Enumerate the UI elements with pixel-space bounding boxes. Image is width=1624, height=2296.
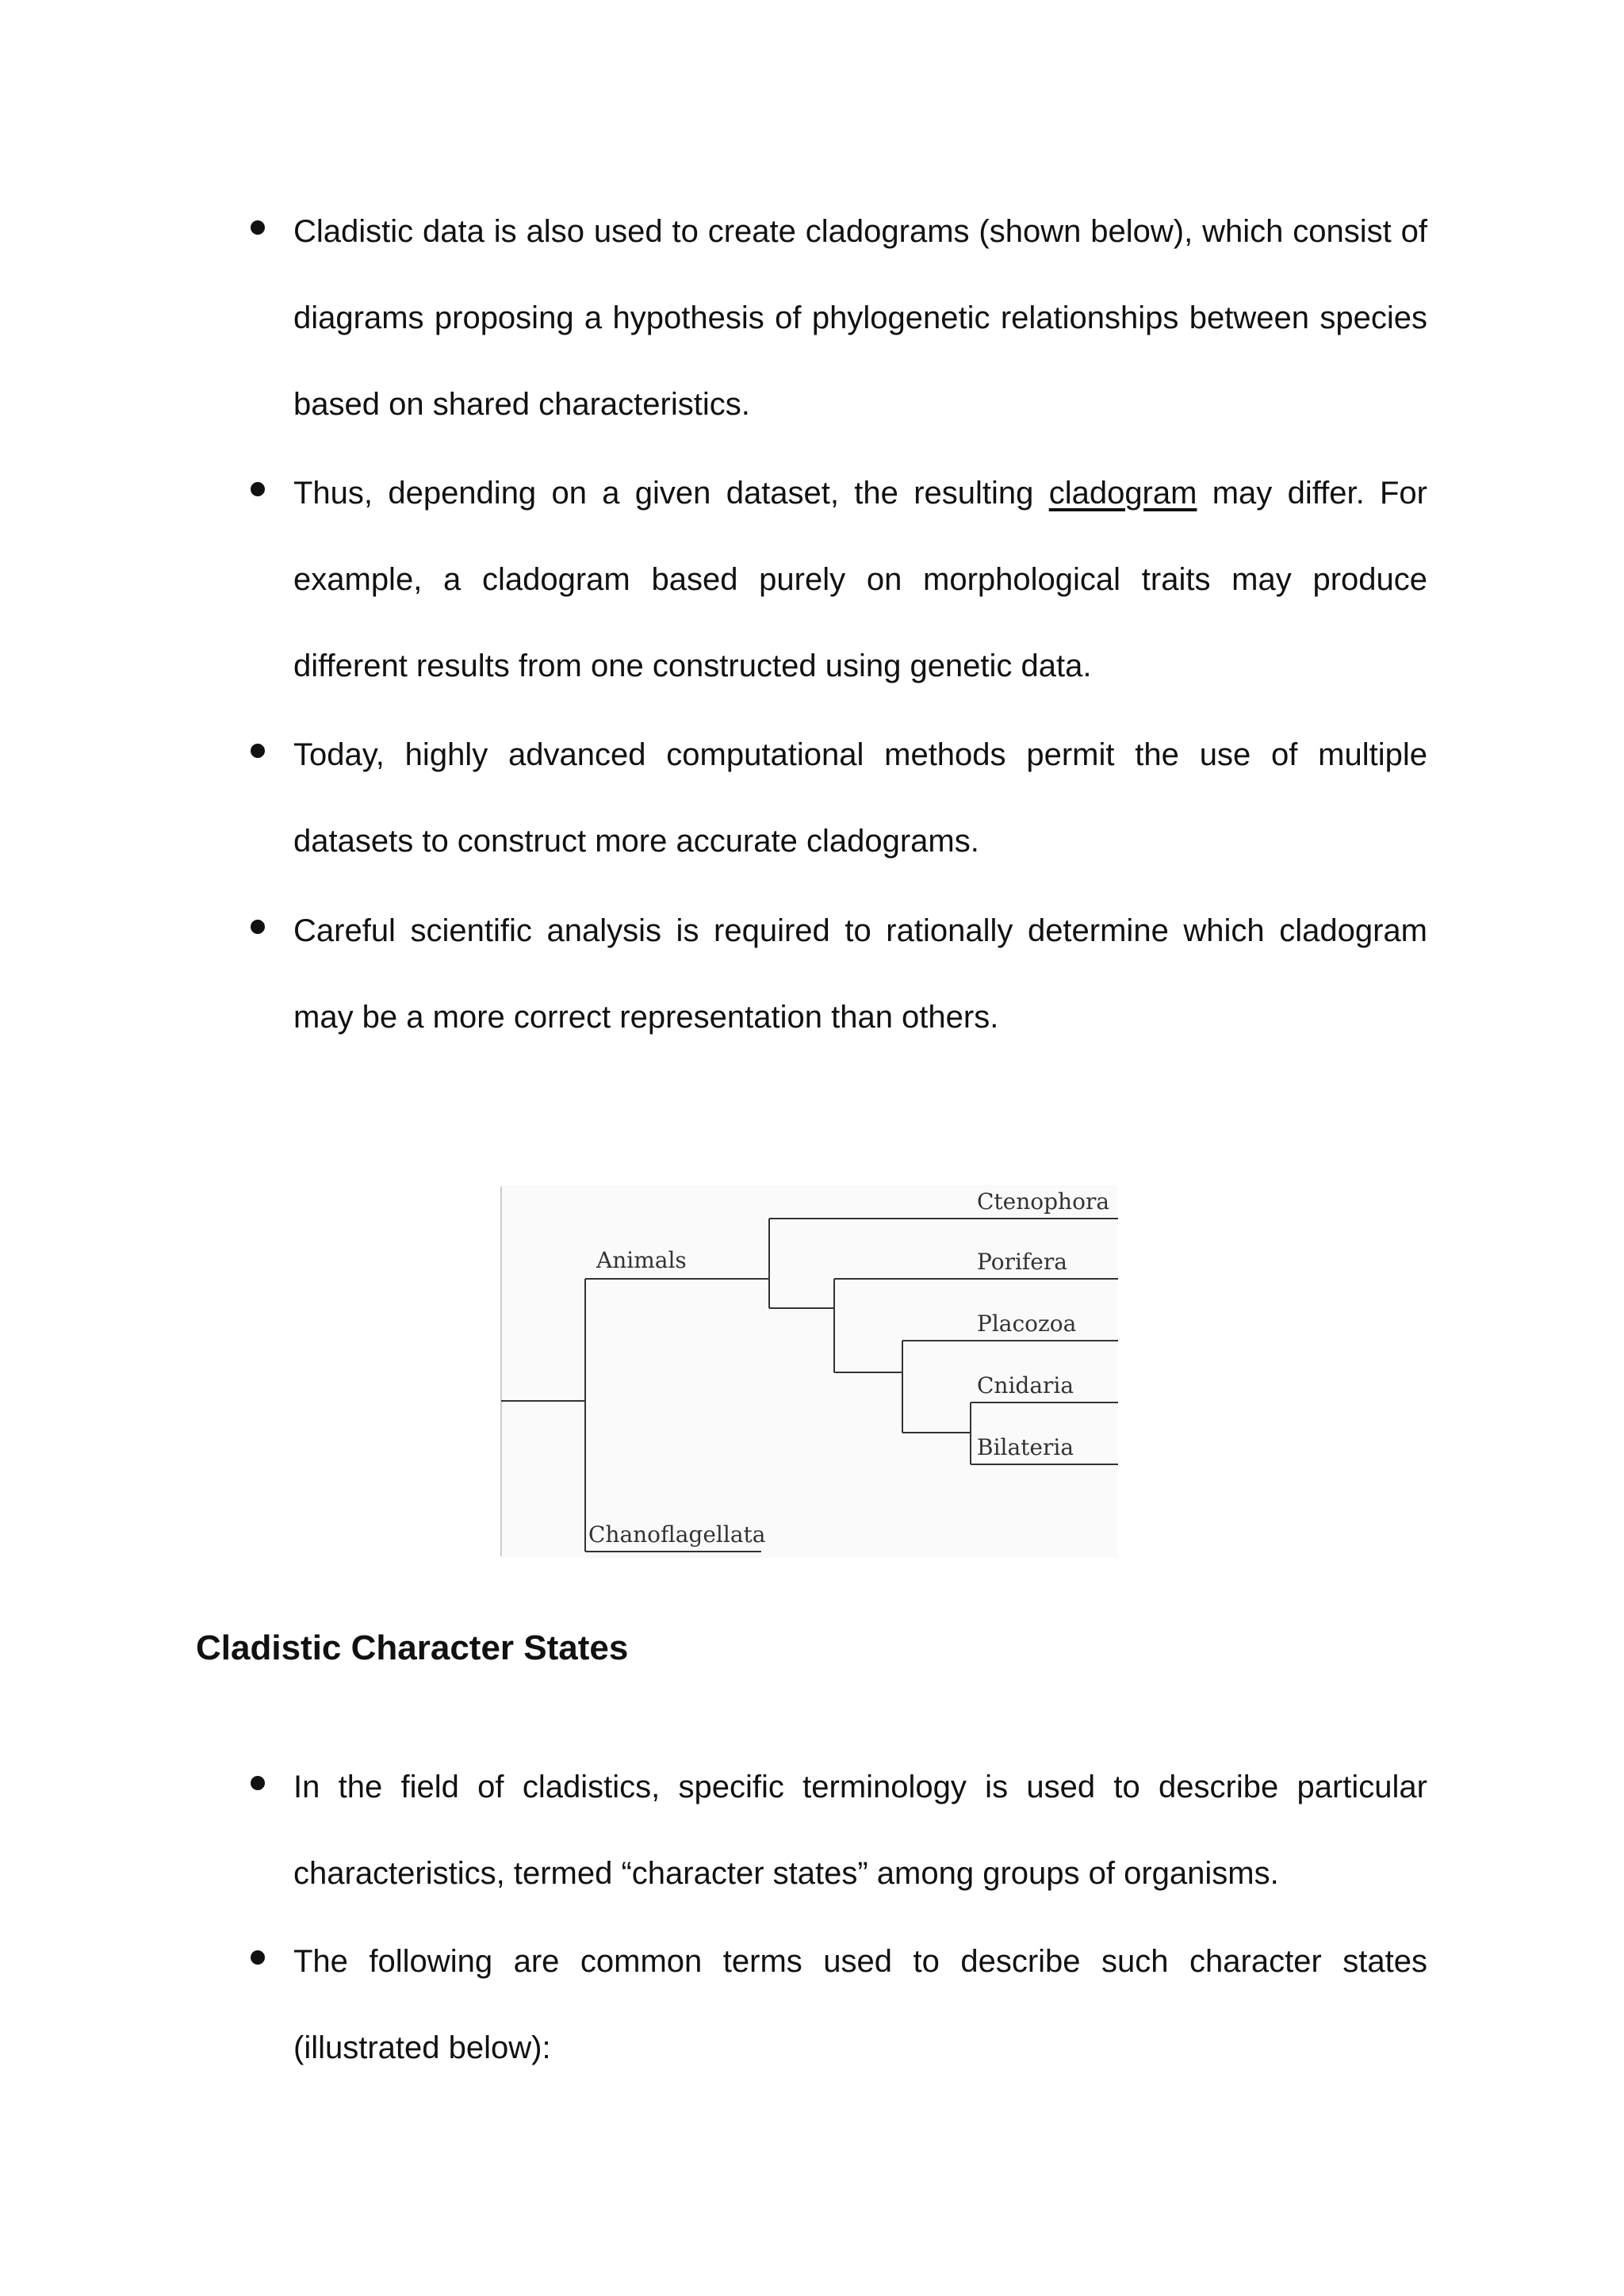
bullet-text: Cladistic data is also used to create cladograms (shown below), which consist of diagrams proposing a hypothesis of phylogenetic relationships between species based on shared characteristics.	[293, 214, 1427, 422]
bullet-text: The following are common terms used to describe such character states (illustrated below):	[293, 1944, 1427, 2065]
bullet-item	[0, 888, 1624, 1062]
bullet-text: Today, highly advanced computational methods permit the use of multiple datasets to construct more accurate cladograms.	[293, 737, 1427, 859]
bullet-item	[0, 712, 1624, 886]
cladogram-link[interactable]: cladogram	[1048, 476, 1197, 511]
bullet-icon	[251, 1950, 265, 1965]
label-cnidaria: Cnidaria	[977, 1372, 1074, 1399]
label-placozoa: Placozoa	[977, 1311, 1077, 1337]
bullet-text-cont: may differ. For example, a cladogram based purely on morphological traits may produce different results from one constructed using genetic data.	[293, 476, 1427, 683]
label-ctenophora: Ctenophora	[977, 1188, 1110, 1215]
bullet-text: In the field of cladistics, specific terminology is used to describe particular characteristics, termed “character states” among groups of organisms.	[293, 1770, 1427, 1891]
bullet-text: Careful scientific analysis is required to rationally determine which cladogram may be a more correct representation than others.	[293, 913, 1427, 1035]
bullet-item	[0, 189, 1624, 450]
cladogram-figure	[500, 1185, 1118, 1558]
cladogram-svg	[500, 1185, 1118, 1558]
bullet-icon	[251, 482, 265, 496]
bullet-item	[0, 1919, 1624, 2093]
section-heading: Cladistic Character States	[196, 1628, 629, 1667]
label-animals: Animals	[596, 1247, 687, 1273]
bullet-item	[0, 450, 1624, 712]
bullet-icon	[251, 220, 265, 235]
label-chanoflagellata: Chanoflagellata	[588, 1521, 766, 1548]
bullet-icon	[251, 1776, 265, 1790]
label-bilateria: Bilateria	[977, 1434, 1074, 1460]
bullet-icon	[251, 920, 265, 934]
bullet-icon	[251, 744, 265, 758]
cladogram-branches	[501, 1187, 1118, 1556]
bullet-item	[0, 1744, 1624, 1919]
bullet-text: Thus, depending on a given dataset, the resulting	[293, 476, 1049, 511]
label-porifera: Porifera	[977, 1249, 1067, 1275]
